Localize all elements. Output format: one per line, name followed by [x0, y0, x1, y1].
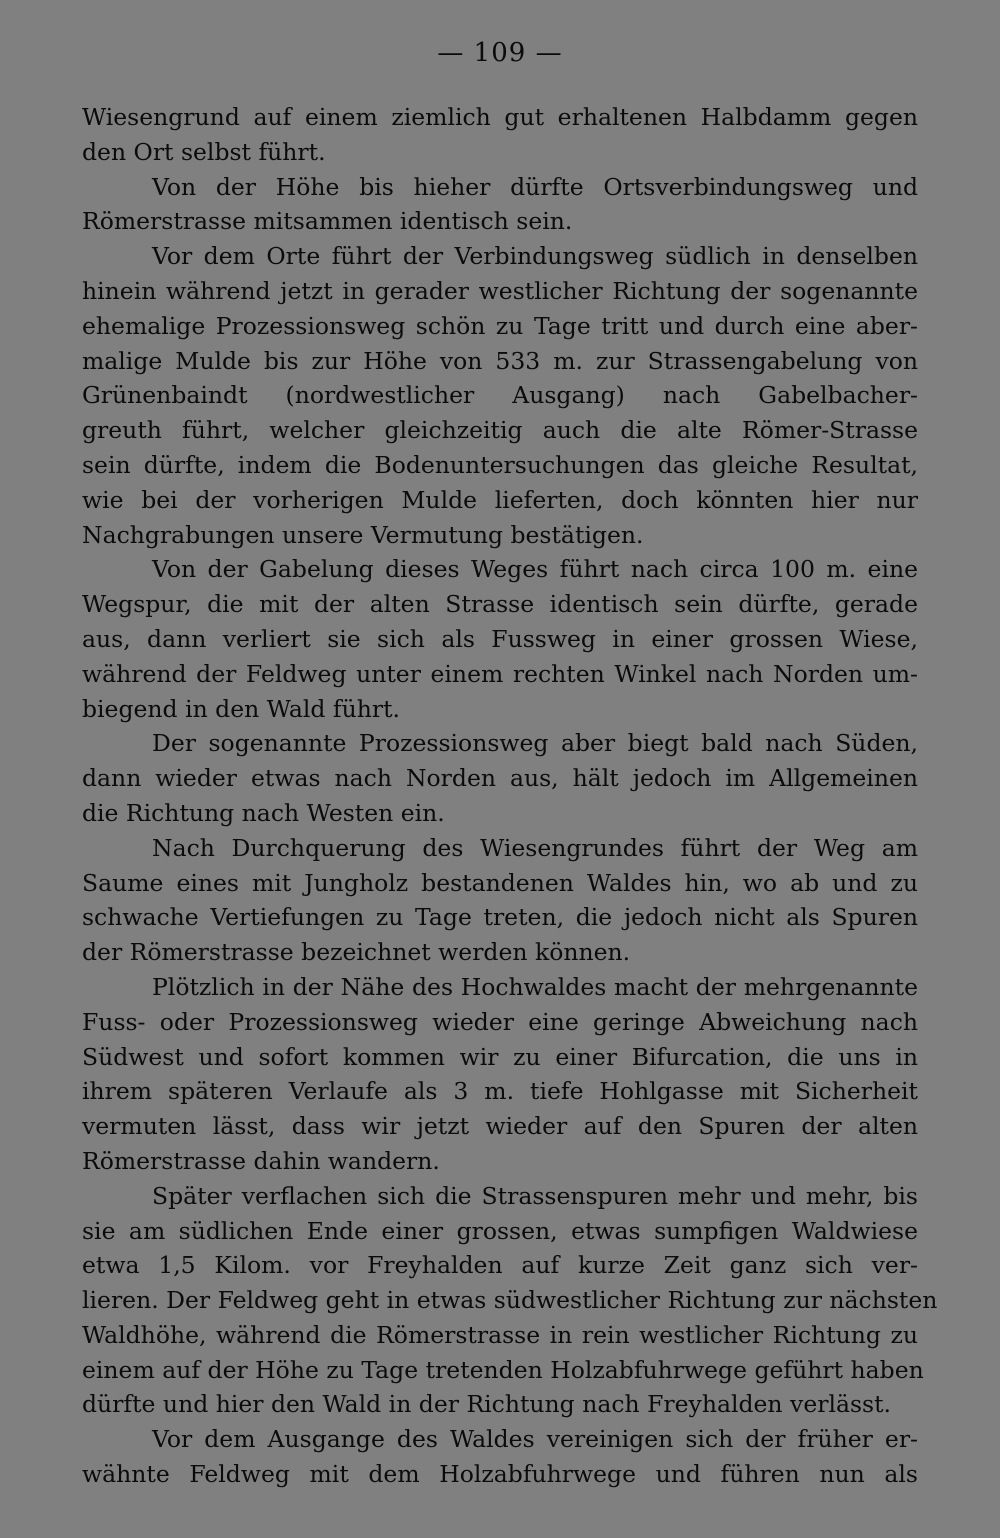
- text-line: sie am südlichen Ende einer grossen, etwas sumpfigen Waldwiese: [82, 1216, 918, 1245]
- text-line: Wegspur, die mit der alten Strasse identisch sein dürfte, gerade: [82, 590, 918, 619]
- text-line: Der sogenannte Prozessionsweg aber biegt bald nach Süden,: [152, 729, 918, 758]
- paragraph: [82, 970, 918, 1179]
- paragraph: [82, 1422, 918, 1492]
- text-line: biegend in den Wald führt.: [82, 694, 401, 723]
- text-line: einem auf der Höhe zu Tage tretenden Holzabfuhrwege geführt haben: [82, 1355, 924, 1384]
- text-line: wähnte Feldweg mit dem Holzabfuhrwege und führen nun als: [82, 1460, 918, 1489]
- paragraph: [82, 552, 918, 726]
- text-line: Römerstrasse mitsammen identisch sein.: [82, 207, 573, 236]
- paragraph: [82, 726, 918, 830]
- paragraph: [82, 831, 918, 970]
- text-line: Wiesengrund auf einem ziemlich gut erhaltenen Halbdamm gegen: [82, 103, 918, 131]
- paragraph: [82, 170, 918, 240]
- text-line: die Richtung nach Westen ein.: [82, 798, 445, 827]
- text-line: dann wieder etwas nach Norden aus, hält jedoch im Allgemeinen: [82, 764, 918, 793]
- text-line: aus, dann verliert sie sich als Fussweg in einer grossen Wiese,: [82, 624, 918, 653]
- paragraph: [82, 100, 918, 170]
- paragraph: [82, 1179, 938, 1423]
- text-line: Römerstrasse dahin wandern.: [82, 1146, 440, 1175]
- text-line: Später verflachen sich die Strassenspuren mehr und mehr, bis: [152, 1181, 918, 1210]
- text-line: Plötzlich in der Nähe des Hochwaldes macht der mehrgenannte: [152, 972, 918, 1001]
- text-line: Vor dem Ausgange des Waldes vereinigen sich der früher er-: [152, 1425, 918, 1454]
- text-line: Saume eines mit Jungholz bestandenen Waldes hin, wo ab und zu: [82, 868, 918, 897]
- text-line: hinein während jetzt in gerader westlicher Richtung der sogenannte: [82, 276, 918, 305]
- text-line: den Ort selbst führt.: [82, 137, 326, 166]
- text-line: lieren. Der Feldweg geht in etwas südwestlicher Richtung zur nächsten: [82, 1286, 938, 1315]
- text-line: ehemalige Prozessionsweg schön zu Tage tritt und durch eine aber-: [82, 311, 918, 340]
- page-number: — 109 —: [437, 38, 563, 68]
- text-line: Von der Gabelung dieses Weges führt nach circa 100 m. eine: [152, 555, 918, 584]
- text-line: etwa 1,5 Kilom. vor Freyhalden auf kurze Zeit ganz sich ver-: [82, 1251, 918, 1280]
- text-line: dürfte und hier den Wald in der Richtung nach Freyhalden verlässt.: [82, 1390, 892, 1419]
- text-line: Grünenbaindt (nordwestlicher Ausgang) nach Gabelbacher-: [82, 381, 918, 410]
- text-line: ihrem späteren Verlaufe als 3 m. tiefe Hohlgasse mit Sicherheit: [82, 1077, 918, 1106]
- text-line: malige Mulde bis zur Höhe von 533 m. zur Strassengabelung von: [82, 346, 918, 375]
- text-line: sein dürfte, indem die Bodenuntersuchungen das gleiche Resultat,: [82, 450, 918, 479]
- text-line: vermuten lässt, dass wir jetzt wieder auf den Spuren der alten: [82, 1112, 918, 1141]
- text-line: Vor dem Orte führt der Verbindungsweg südlich in denselben: [152, 242, 918, 271]
- body-text: [82, 100, 938, 1492]
- text-line: wie bei der vorherigen Mulde lieferten, doch könnten hier nur: [82, 485, 918, 514]
- text-line: Fuss- oder Prozessionsweg wieder eine geringe Abweichung nach: [82, 1007, 918, 1036]
- text-line: schwache Vertiefungen zu Tage treten, die jedoch nicht als Spuren: [82, 903, 918, 932]
- book-page: [82, 36, 938, 1492]
- text-line: greuth führt, welcher gleichzeitig auch die alte Römer-Strasse: [82, 416, 918, 445]
- text-line: während der Feldweg unter einem rechten Winkel nach Norden um-: [82, 659, 918, 688]
- paragraph: [82, 239, 918, 552]
- text-line: der Römerstrasse bezeichnet werden können.: [82, 938, 631, 967]
- text-line: Von der Höhe bis hieher dürfte Ortsverbindungsweg und: [152, 172, 918, 201]
- text-line: Nachgrabungen unsere Vermutung bestätigen.: [82, 520, 644, 549]
- text-line: Waldhöhe, während die Römerstrasse in rein westlicher Richtung zu: [82, 1320, 918, 1349]
- text-line: Nach Durchquerung des Wiesengrundes führt der Weg am: [152, 833, 918, 862]
- text-line: Südwest und sofort kommen wir zu einer Bifurcation, die uns in: [82, 1042, 918, 1071]
